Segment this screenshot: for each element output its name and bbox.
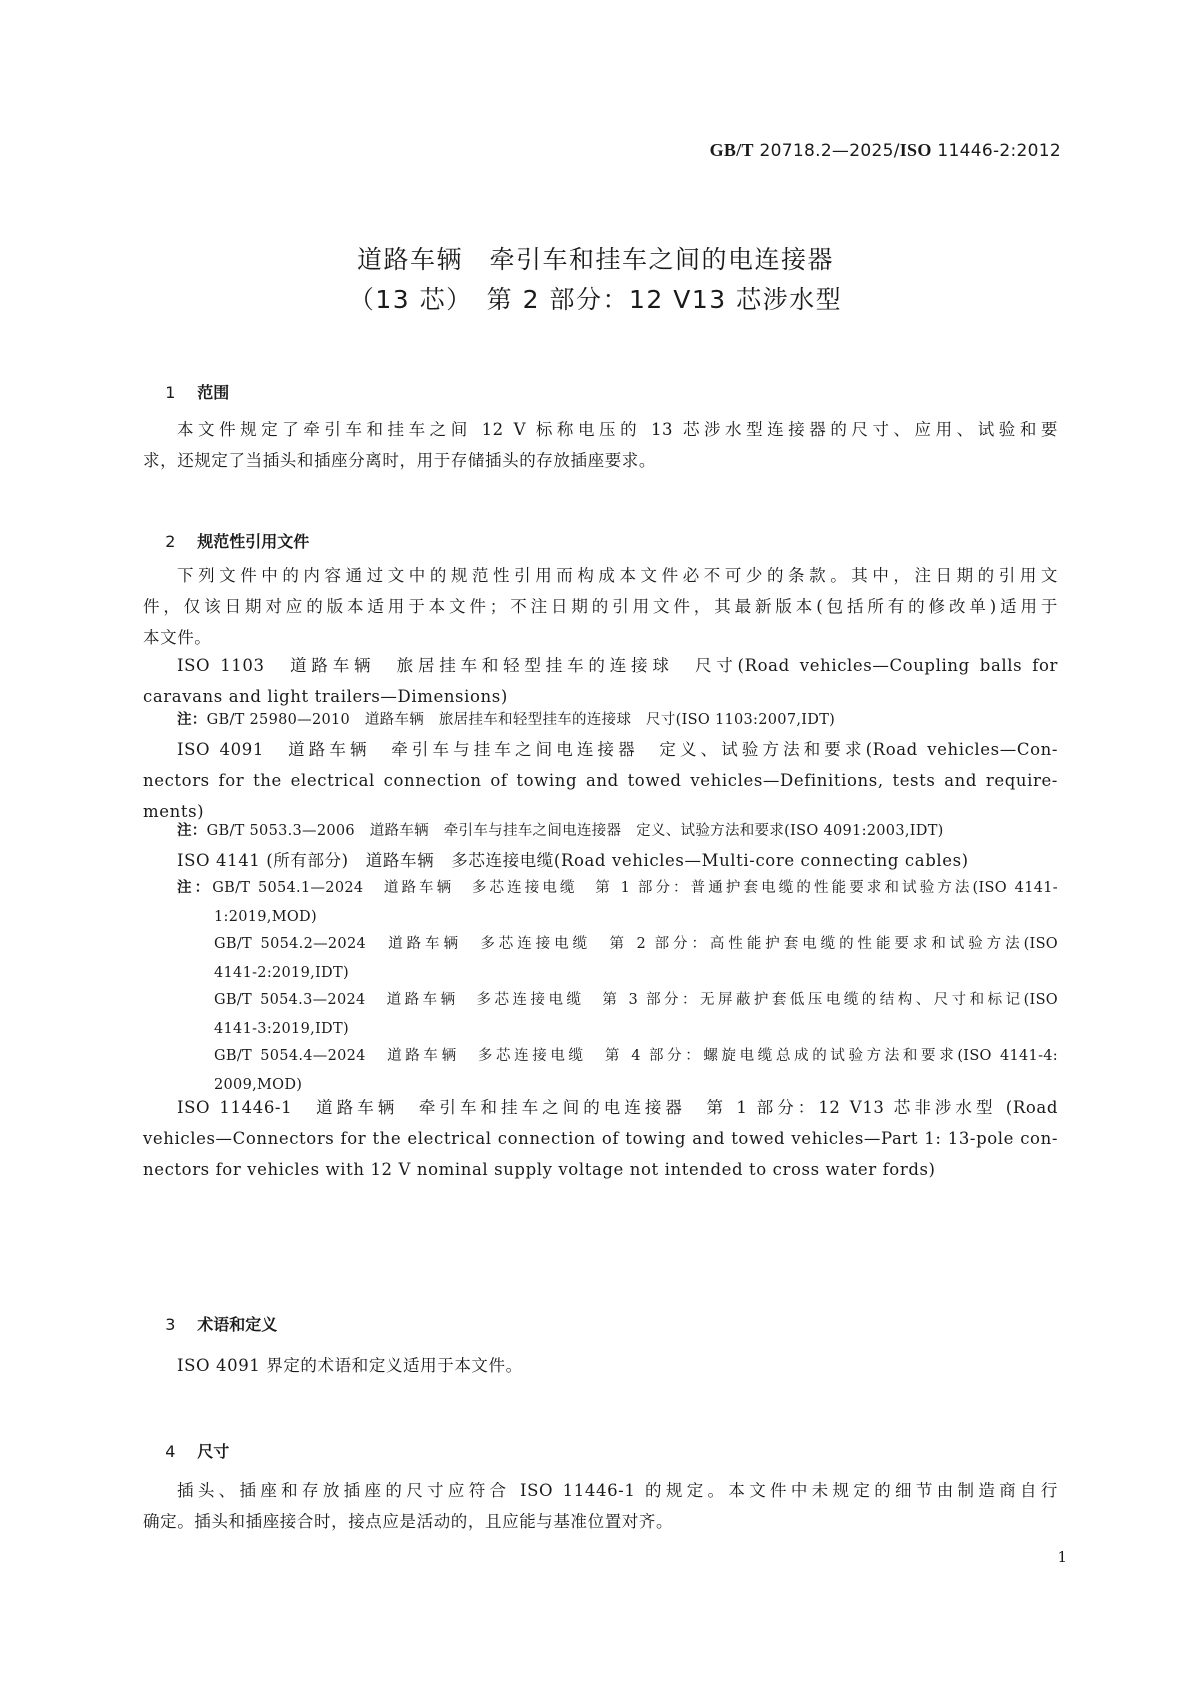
section-number: 3 — [165, 1315, 176, 1334]
text-line: vehicles—Connectors for the electrical connection of towing and towed vehicles—Part 1: 13-pole con- — [143, 1129, 1058, 1148]
text-line: ISO 4091 道路车辆 牵引车与挂车之间电连接器 定义、试验方法和要求(Road vehicles—Con- — [177, 740, 1058, 759]
section-4-paragraph — [143, 1475, 1058, 1537]
note-text: GB/T 5054.4—2024 道路车辆 多芯连接电缆 第 4 部分：螺旋电缆总成的试验方法和要求(ISO 4141-4: — [214, 1048, 1058, 1064]
text-line: 插头、插座和存放插座的尺寸应符合 ISO 11446-1 的规定。本文件中未规定的细节由制造商自行 — [177, 1481, 1058, 1500]
section-3-heading — [143, 1293, 277, 1354]
note-text: 2009,MOD) — [214, 1077, 303, 1093]
note-gbt-5054-2 — [214, 930, 1058, 988]
note-gbt-5054-1 — [177, 874, 1058, 932]
text-line: 件，仅该日期对应的版本适用于本文件；不注日期的引用文件，其最新版本(包括所有的修改单)适用于 — [143, 597, 1058, 616]
text-line: 本文件。 — [143, 628, 212, 647]
section-title: 尺寸 — [197, 1442, 230, 1461]
note-label: 注： — [177, 823, 207, 839]
text-line: nectors for the electrical connection of towing and towed vehicles—Definitions, tests and require- — [143, 771, 1058, 790]
section-1-heading — [143, 361, 229, 422]
text-line: ments) — [143, 802, 205, 821]
note-gbt-5053-3 — [177, 817, 1058, 846]
note-text: GB/T 5054.1—2024 道路车辆 多芯连接电缆 第 1 部分：普通护套电缆的性能要求和试验方法(ISO 4141- — [212, 880, 1058, 896]
note-text: GB/T 5053.3—2006 道路车辆 牵引车与挂车之间电连接器 定义、试验方法和要求(ISO 4091:2003,IDT) — [206, 823, 944, 839]
section-number: 4 — [165, 1442, 176, 1461]
note-gbt-5054-3 — [214, 986, 1058, 1044]
standard-code-header — [710, 140, 1061, 161]
iso-prefix: ISO — [899, 140, 932, 160]
section-title: 规范性引用文件 — [197, 532, 310, 551]
note-gbt-25980 — [177, 706, 1058, 735]
note-text: 4141-3:2019,IDT) — [214, 1021, 349, 1037]
section-2-intro — [143, 560, 1058, 653]
title-line-1: 道路车辆 牵引车和挂车之间的电连接器 — [356, 245, 834, 274]
title-line-2: （13 芯） 第 2 部分：12 V13 芯涉水型 — [348, 285, 843, 314]
reference-iso-4091 — [143, 734, 1058, 827]
note-text: GB/T 25980—2010 道路车辆 旅居挂车和轻型挂车的连接球 尺寸(ISO 1103:2007,IDT) — [206, 712, 836, 728]
text-line: 求，还规定了当插头和插座分离时，用于存储插头的存放插座要求。 — [143, 451, 656, 470]
section-4-heading — [143, 1420, 229, 1481]
text-line: 下列文件中的内容通过文中的规范性引用而构成本文件必不可少的条款。其中，注日期的引用文 — [177, 566, 1058, 585]
section-number: 2 — [165, 532, 176, 551]
note-label: 注： — [177, 712, 207, 728]
section-title: 术语和定义 — [197, 1315, 278, 1334]
note-text: 1:2019,MOD) — [214, 909, 317, 925]
note-text: GB/T 5054.3—2024 道路车辆 多芯连接电缆 第 3 部分：无屏蔽护套低压电缆的结构、尺寸和标记(ISO — [214, 992, 1058, 1008]
text-line: ISO 4091 界定的术语和定义适用于本文件。 — [177, 1356, 523, 1375]
text-line: ISO 1103 道路车辆 旅居挂车和轻型挂车的连接球 尺寸(Road vehicles—Coupling balls for — [177, 656, 1058, 675]
text-line: caravans and light trailers—Dimensions) — [143, 687, 508, 706]
text-line: nectors for vehicles with 12 V nominal supply voltage not intended to cross water fords) — [143, 1160, 936, 1179]
text-line: ISO 4141 (所有部分) 道路车辆 多芯连接电缆(Road vehicles—Multi-core connecting cables) — [177, 851, 969, 870]
text-line: 本文件规定了牵引车和挂车之间 12 V 标称电压的 13 芯涉水型连接器的尺寸、应用、试验和要 — [177, 420, 1058, 439]
text-line: ISO 11446-1 道路车辆 牵引车和挂车之间的电连接器 第 1 部分：12 V13 芯非涉水型 (Road — [177, 1098, 1058, 1117]
document-title — [0, 240, 1191, 320]
note-text: GB/T 5054.2—2024 道路车辆 多芯连接电缆 第 2 部分：高性能护套电缆的性能要求和试验方法(ISO — [214, 936, 1058, 952]
section-1-paragraph — [143, 414, 1058, 476]
reference-iso-4141 — [143, 845, 1058, 876]
reference-iso-1103 — [143, 650, 1058, 712]
std-prefix: GB/T — [709, 140, 754, 160]
section-number: 1 — [165, 383, 176, 402]
section-title: 范围 — [197, 383, 230, 402]
note-label: 注： — [177, 880, 213, 896]
reference-iso-11446-1 — [143, 1092, 1058, 1185]
section-3-paragraph — [143, 1350, 1058, 1381]
std-number: 20718.2—2025/ — [759, 141, 900, 161]
text-line: 确定。插头和插座接合时，接点应是活动的，且应能与基准位置对齐。 — [143, 1512, 674, 1531]
note-text: 4141-2:2019,IDT) — [214, 965, 349, 981]
page-number: 1 — [1057, 1548, 1067, 1566]
iso-number: 11446-2:2012 — [937, 141, 1061, 161]
